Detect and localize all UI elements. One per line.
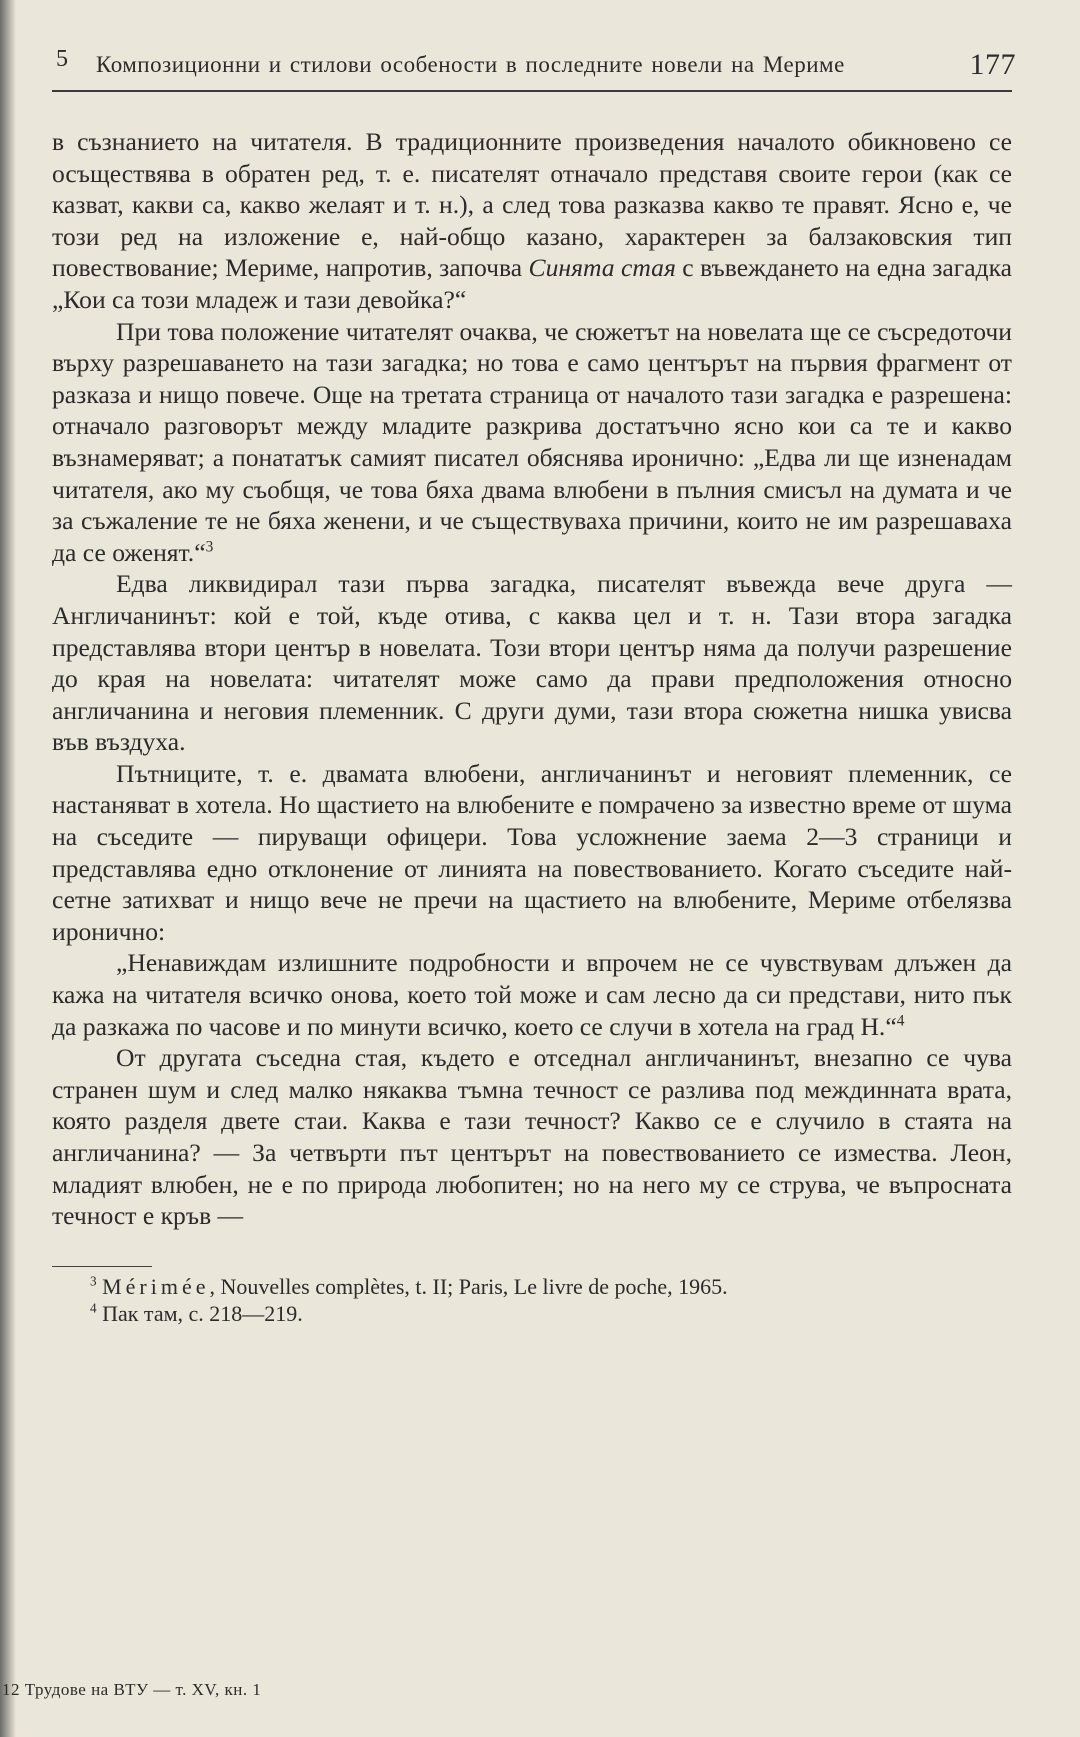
paragraph-text: От другата съседна стая, където е отседнал англичанинът, внезапно се чува странен шум и след малко някаква тъмна течност се разлива под междинната врата, която разделя двете стаи. Каква е тази течност? Какво се е случило в стаята на англичанина? — За четвърти път центърът на повествованието се измества. Леон, младият влюбен, не е по природа любопитен; но на него му се струва, че въпросната течност е кръв — [52, 1043, 1012, 1231]
paragraph-text: При това положение читателят очаква, че сюжетът на новелата ще се съсредоточи върху разрешаването на тази загадка; но това е само центърът на първия фрагмент от разказа и нищо повече. Още на третата страница от началото тази загадка е разрешена: отначало разговорът между младите разкрива достатъчно ясно кои са те и какво възнамеряват; а понататък самият писател обяснява иронично: „Едва ли ще изненадам читателя, ако му съобщя, че това бяха двама влюбени в пълния смисъл на думата и че за съжаление те не бяха женени, и че съществуваха причини, които не им разрешаваха да се оженят.“ [52, 316, 1012, 567]
title-italic: Синята стая [528, 253, 676, 283]
paragraph [52, 568, 1012, 758]
paragraph [52, 1042, 1012, 1232]
paragraph-text: „Ненавиждам излишните подробности и впрочем не се чувствувам длъжен да кажа на читателя всичко онова, което той може и сам лесно да си представи, нито пък да разкажа по часове и по минути всичко, което се случи в хотела на град Н.“ [52, 948, 1012, 1041]
footnote-text: Пак там, с. 218—219. [102, 1300, 303, 1326]
footnote-ref: 4 [896, 1012, 905, 1030]
paragraph-text: с въвеждането на една загадка „Кои са този младеж и тази девойка?“ [52, 253, 1012, 314]
page-number: 177 [969, 48, 1016, 81]
footnote-author: Mérimée [102, 1273, 210, 1299]
chapter-number: 5 [56, 46, 69, 72]
paragraph [52, 947, 1012, 1042]
paragraph [52, 758, 1012, 948]
paragraph-text: Пътниците, т. е. двамата влюбени, англичанинът и неговият племенник, се настаняват в хотела. Но щастието на влюбените е помрачено за известно време от шума на съседите — пируващи офицери. Това усложнение заема 2—3 страници и представлява едно отклонение от линията на повествованието. Когато съседите най-сетне затихват и нищо вече не пречи на щастието на влюбените, Мериме отбелязва иронично: [52, 758, 1012, 946]
paragraph [52, 126, 1012, 316]
running-header [52, 40, 1016, 92]
footnote-text: , Nouvelles complètes, t. II; Paris, Le livre de poche, 1965. [209, 1273, 728, 1299]
footnote-ref: 3 [205, 538, 214, 556]
footnotes [52, 1273, 1012, 1327]
footnote-separator [52, 1266, 152, 1267]
footnote [52, 1273, 1012, 1300]
paragraph [52, 316, 1012, 569]
printer-signature: 12 Трудове на ВТУ — т. XV, кн. 1 [2, 1680, 262, 1699]
body-text [52, 126, 1012, 1232]
running-title: Композиционни и стилови особености в последните новели на Мериме [96, 52, 845, 77]
footnote-number: 3 [90, 1273, 97, 1289]
paragraph-text: Едва ликвидирал тази първа загадка, писателят въвежда вече друга — Англичанинът: кой е той, къде отива, с каква цел и т. н. Тази втора загадка представлява втори център в новелата. Този втори център няма да получи разрешение до края на новелата: читателят може само да прави предположения относно англичанина и неговия племенник. С други думи, тази втора сюжетна нишка увисва във въздуха. [52, 569, 1012, 757]
paragraph-text: в съзнанието на читателя. В традиционните произведения началото обикновено се осъществява в обратен ред, т. е. писателят отначало представя своите герои (как се казват, какви са, какво желаят и т. н.), а след това разказва какво те правят. Ясно е, че този ред на изложение е, най-общо казано, характерен за балзаковския тип повествование; Мериме, напротив, започва [52, 127, 1012, 283]
book-page [52, 40, 1016, 1327]
binding-shadow [0, 0, 16, 1737]
footnote-number: 4 [90, 1300, 97, 1316]
footnote [52, 1300, 1012, 1327]
